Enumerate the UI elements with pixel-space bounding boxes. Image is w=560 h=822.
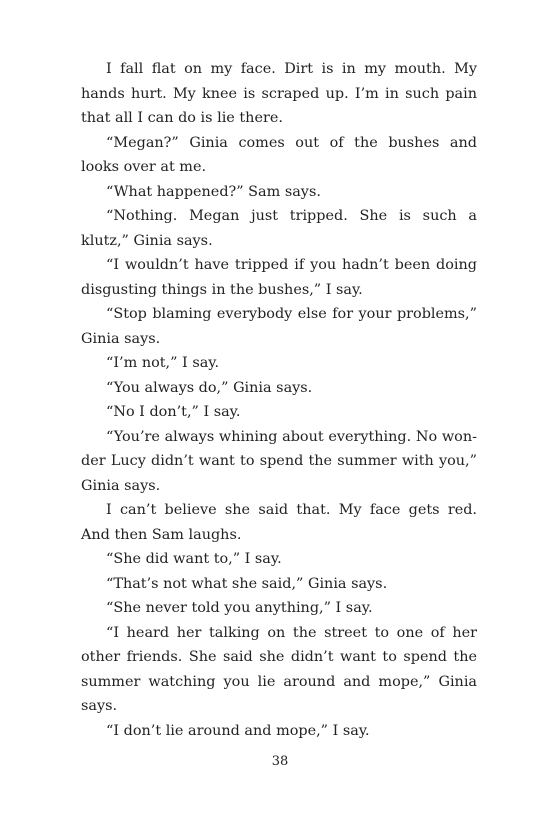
paragraph: “She did want to,” I say. bbox=[106, 551, 282, 567]
paragraph: “Stop blaming everybody else for your problems,” Ginia says. bbox=[81, 306, 477, 347]
paragraph: “I wouldn’t have tripped if you hadn’t been doing disgusting things in the bushes,” I say. bbox=[81, 257, 477, 298]
paragraph: “I heard her talking on the street to one of her other friends. She said she didn’t want to spend the summer watching you lie around and mope,” Ginia says. bbox=[81, 624, 477, 714]
paragraph: I can’t believe she said that. My face gets red. And then Sam laughs. bbox=[81, 502, 477, 543]
body-text bbox=[81, 57, 477, 743]
page-number: 38 bbox=[271, 754, 289, 769]
paragraph: “I’m not,” I say. bbox=[106, 355, 220, 371]
paragraph: “That’s not what she said,” Ginia says. bbox=[106, 575, 388, 592]
paragraph: “Megan?” Ginia comes out of the bushes and looks over at me. bbox=[81, 134, 477, 175]
paragraph: “Nothing. Megan just tripped. She is such a klutz,” Ginia says. bbox=[81, 208, 477, 249]
paragraph: I fall flat on my face. Dirt is in my mouth. My hands hurt. My knee is scraped up. I’m in such pain that all I can do is lie there. bbox=[81, 61, 477, 126]
paragraph: “You always do,” Ginia says. bbox=[106, 379, 313, 396]
paragraph: “What happened?” Sam says. bbox=[106, 183, 321, 200]
paragraph: “You’re always whining about everything. No wonder Lucy didn’t want to spend the summer with you,” Ginia says. bbox=[81, 428, 477, 494]
paragraph: “I don’t lie around and mope,” I say. bbox=[106, 722, 370, 739]
paragraph: “She never told you anything,” I say. bbox=[106, 600, 373, 616]
paragraph: “No I don’t,” I say. bbox=[106, 404, 241, 420]
